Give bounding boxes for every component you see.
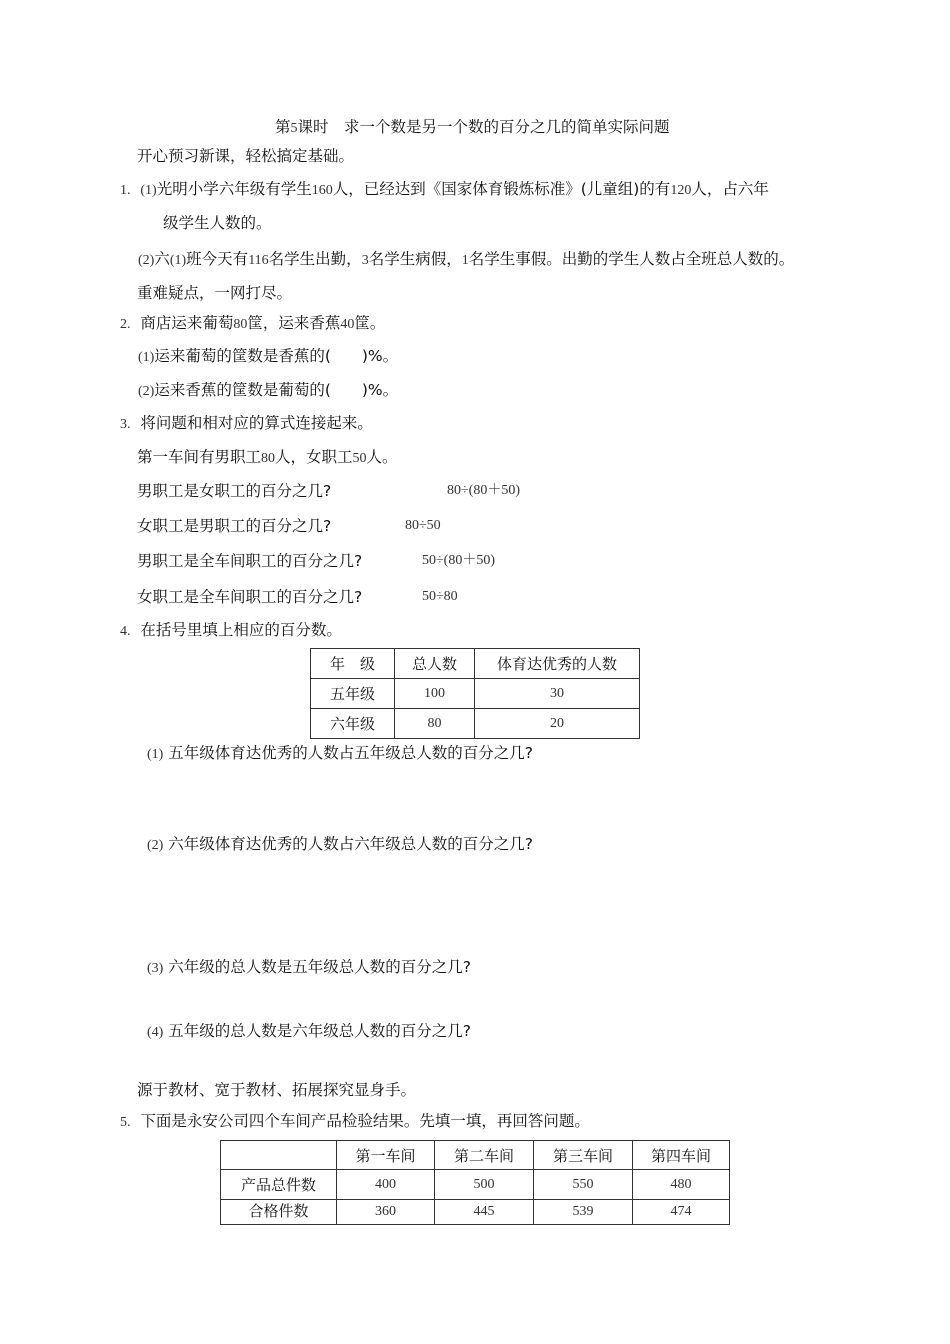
question-3-given (137, 447, 398, 469)
cell: 550 (534, 1170, 633, 1200)
section-difficulty: 重难疑点，一网打尽。 (137, 284, 293, 302)
match-question-1: 男职工是女职工的百分之几? (137, 482, 332, 500)
number: 80 (261, 451, 276, 466)
question-1-part-1-cont: 级学生人数的。 (163, 214, 272, 232)
text: 筐，运来香蕉 (247, 314, 341, 332)
cell: 500 (435, 1170, 534, 1200)
match-expression-4[interactable]: 50÷80 (422, 589, 458, 604)
match-expression-2[interactable]: 80÷50 (405, 518, 441, 533)
number: 3 (361, 253, 369, 268)
text: 班今天有 (186, 250, 249, 268)
header-cell: 第二车间 (435, 1141, 534, 1170)
text: 六年级的总人数是五年级总人数的百分之几? (168, 958, 471, 976)
sub-label: (1) (140, 183, 157, 198)
grade-table (310, 648, 640, 739)
sub-label: (3) (147, 961, 164, 976)
text: 人，占六年 (691, 180, 769, 198)
table-row (311, 709, 640, 739)
match-expression-1[interactable]: 80÷(80＋50) (447, 483, 521, 498)
text: 人，已经达到《国家体育锻炼标准》(儿童组)的有 (332, 180, 671, 198)
table-header-row (221, 1141, 730, 1170)
question-2-sub-2 (138, 380, 398, 402)
text: 六年级体育达优秀的人数占六年级总人数的百分之几? (168, 835, 533, 853)
question-4-sub-3 (147, 957, 471, 979)
cell: 360 (337, 1200, 435, 1225)
question-3 (120, 413, 373, 435)
question-4-sub-1 (147, 743, 533, 765)
cell: 480 (633, 1170, 730, 1200)
header-cell: 第三车间 (534, 1141, 633, 1170)
lesson-number: 5 (290, 121, 298, 136)
question-4 (120, 620, 342, 642)
sub-label: (2) (138, 384, 155, 399)
text: 六 (154, 250, 170, 268)
section-extension: 源于教材、宽于教材、拓展探究显身手。 (137, 1081, 417, 1099)
table-header-row (311, 649, 640, 679)
question-2 (120, 313, 385, 335)
sub-label: (1) (138, 350, 155, 365)
number: 80 (233, 317, 248, 332)
sub-label: (1) (147, 747, 164, 762)
question-5 (120, 1111, 590, 1133)
match-question-3: 男职工是全车间职工的百分之几? (137, 552, 363, 570)
text: 人。 (366, 448, 398, 466)
text: 运来葡萄的筐数是香蕉的( )%。 (154, 347, 399, 365)
header-cell: 年 级 (311, 649, 395, 679)
question-4-sub-4 (147, 1021, 471, 1043)
header-cell: 总人数 (395, 649, 475, 679)
text: 光明小学六年级有学生 (156, 180, 312, 198)
page-title (275, 117, 670, 139)
text: 名学生出勤， (268, 250, 362, 268)
header-cell (221, 1141, 337, 1170)
title-text: 课时 求一个数是另一个数的百分之几的简单实际问题 (297, 118, 670, 136)
section-preview: 开心预习新课，轻松搞定基础。 (137, 147, 355, 165)
sub-label: (4) (147, 1025, 164, 1040)
text: 人，女职工 (275, 448, 353, 466)
cell: 400 (337, 1170, 435, 1200)
text: 五年级体育达优秀的人数占五年级总人数的百分之几? (168, 744, 533, 762)
cell: 产品总件数 (221, 1170, 337, 1200)
header-cell: 第四车间 (633, 1141, 730, 1170)
cell: 六年级 (311, 709, 395, 739)
question-2-sub-1 (138, 346, 398, 368)
text: 第一车间有男职工 (137, 448, 262, 466)
number: 50 (352, 451, 367, 466)
text: 运来香蕉的筐数是葡萄的( )%。 (154, 381, 399, 399)
number: 160 (311, 183, 333, 198)
class-label: (1) (169, 253, 187, 268)
cell: 539 (534, 1200, 633, 1225)
question-4-sub-2 (147, 834, 533, 856)
question-number: 2. (120, 317, 131, 332)
table-row (221, 1170, 730, 1200)
cell: 445 (435, 1200, 534, 1225)
text: 商店运来葡萄 (140, 314, 234, 332)
number: 116 (248, 253, 269, 268)
text: 下面是永安公司四个车间产品检验结果。先填一填，再回答问题。 (140, 1112, 590, 1130)
cell: 100 (395, 679, 475, 709)
sub-label: (2) (147, 838, 164, 853)
title-prefix: 第 (275, 118, 291, 136)
text: 在括号里填上相应的百分数。 (140, 621, 342, 639)
header-cell: 体育达优秀的人数 (475, 649, 640, 679)
number: 40 (340, 317, 355, 332)
question-number: 5. (120, 1115, 131, 1130)
match-expression-3[interactable]: 50÷(80＋50) (422, 553, 496, 568)
cell: 合格件数 (221, 1200, 337, 1225)
question-1-part-1 (120, 179, 769, 201)
cell: 20 (475, 709, 640, 739)
question-number: 1. (120, 183, 131, 198)
question-number: 4. (120, 624, 131, 639)
text: 将问题和相对应的算式连接起来。 (140, 414, 373, 432)
cell: 80 (395, 709, 475, 739)
table-row (221, 1200, 730, 1225)
text: 名学生病假， (368, 250, 462, 268)
question-1-part-2 (138, 249, 794, 271)
number: 1 (461, 253, 469, 268)
cell: 五年级 (311, 679, 395, 709)
header-cell: 第一车间 (337, 1141, 435, 1170)
cell: 30 (475, 679, 640, 709)
workshop-table (220, 1140, 730, 1225)
number: 120 (670, 183, 692, 198)
text: 名学生事假。出勤的学生人数占全班总人数的。 (468, 250, 795, 268)
cell: 474 (633, 1200, 730, 1225)
match-question-4: 女职工是全车间职工的百分之几? (137, 588, 363, 606)
text: 五年级的总人数是六年级总人数的百分之几? (168, 1022, 471, 1040)
question-number: 3. (120, 417, 131, 432)
match-question-2: 女职工是男职工的百分之几? (137, 517, 332, 535)
table-row (311, 679, 640, 709)
sub-label: (2) (138, 253, 155, 268)
text: 筐。 (354, 314, 386, 332)
